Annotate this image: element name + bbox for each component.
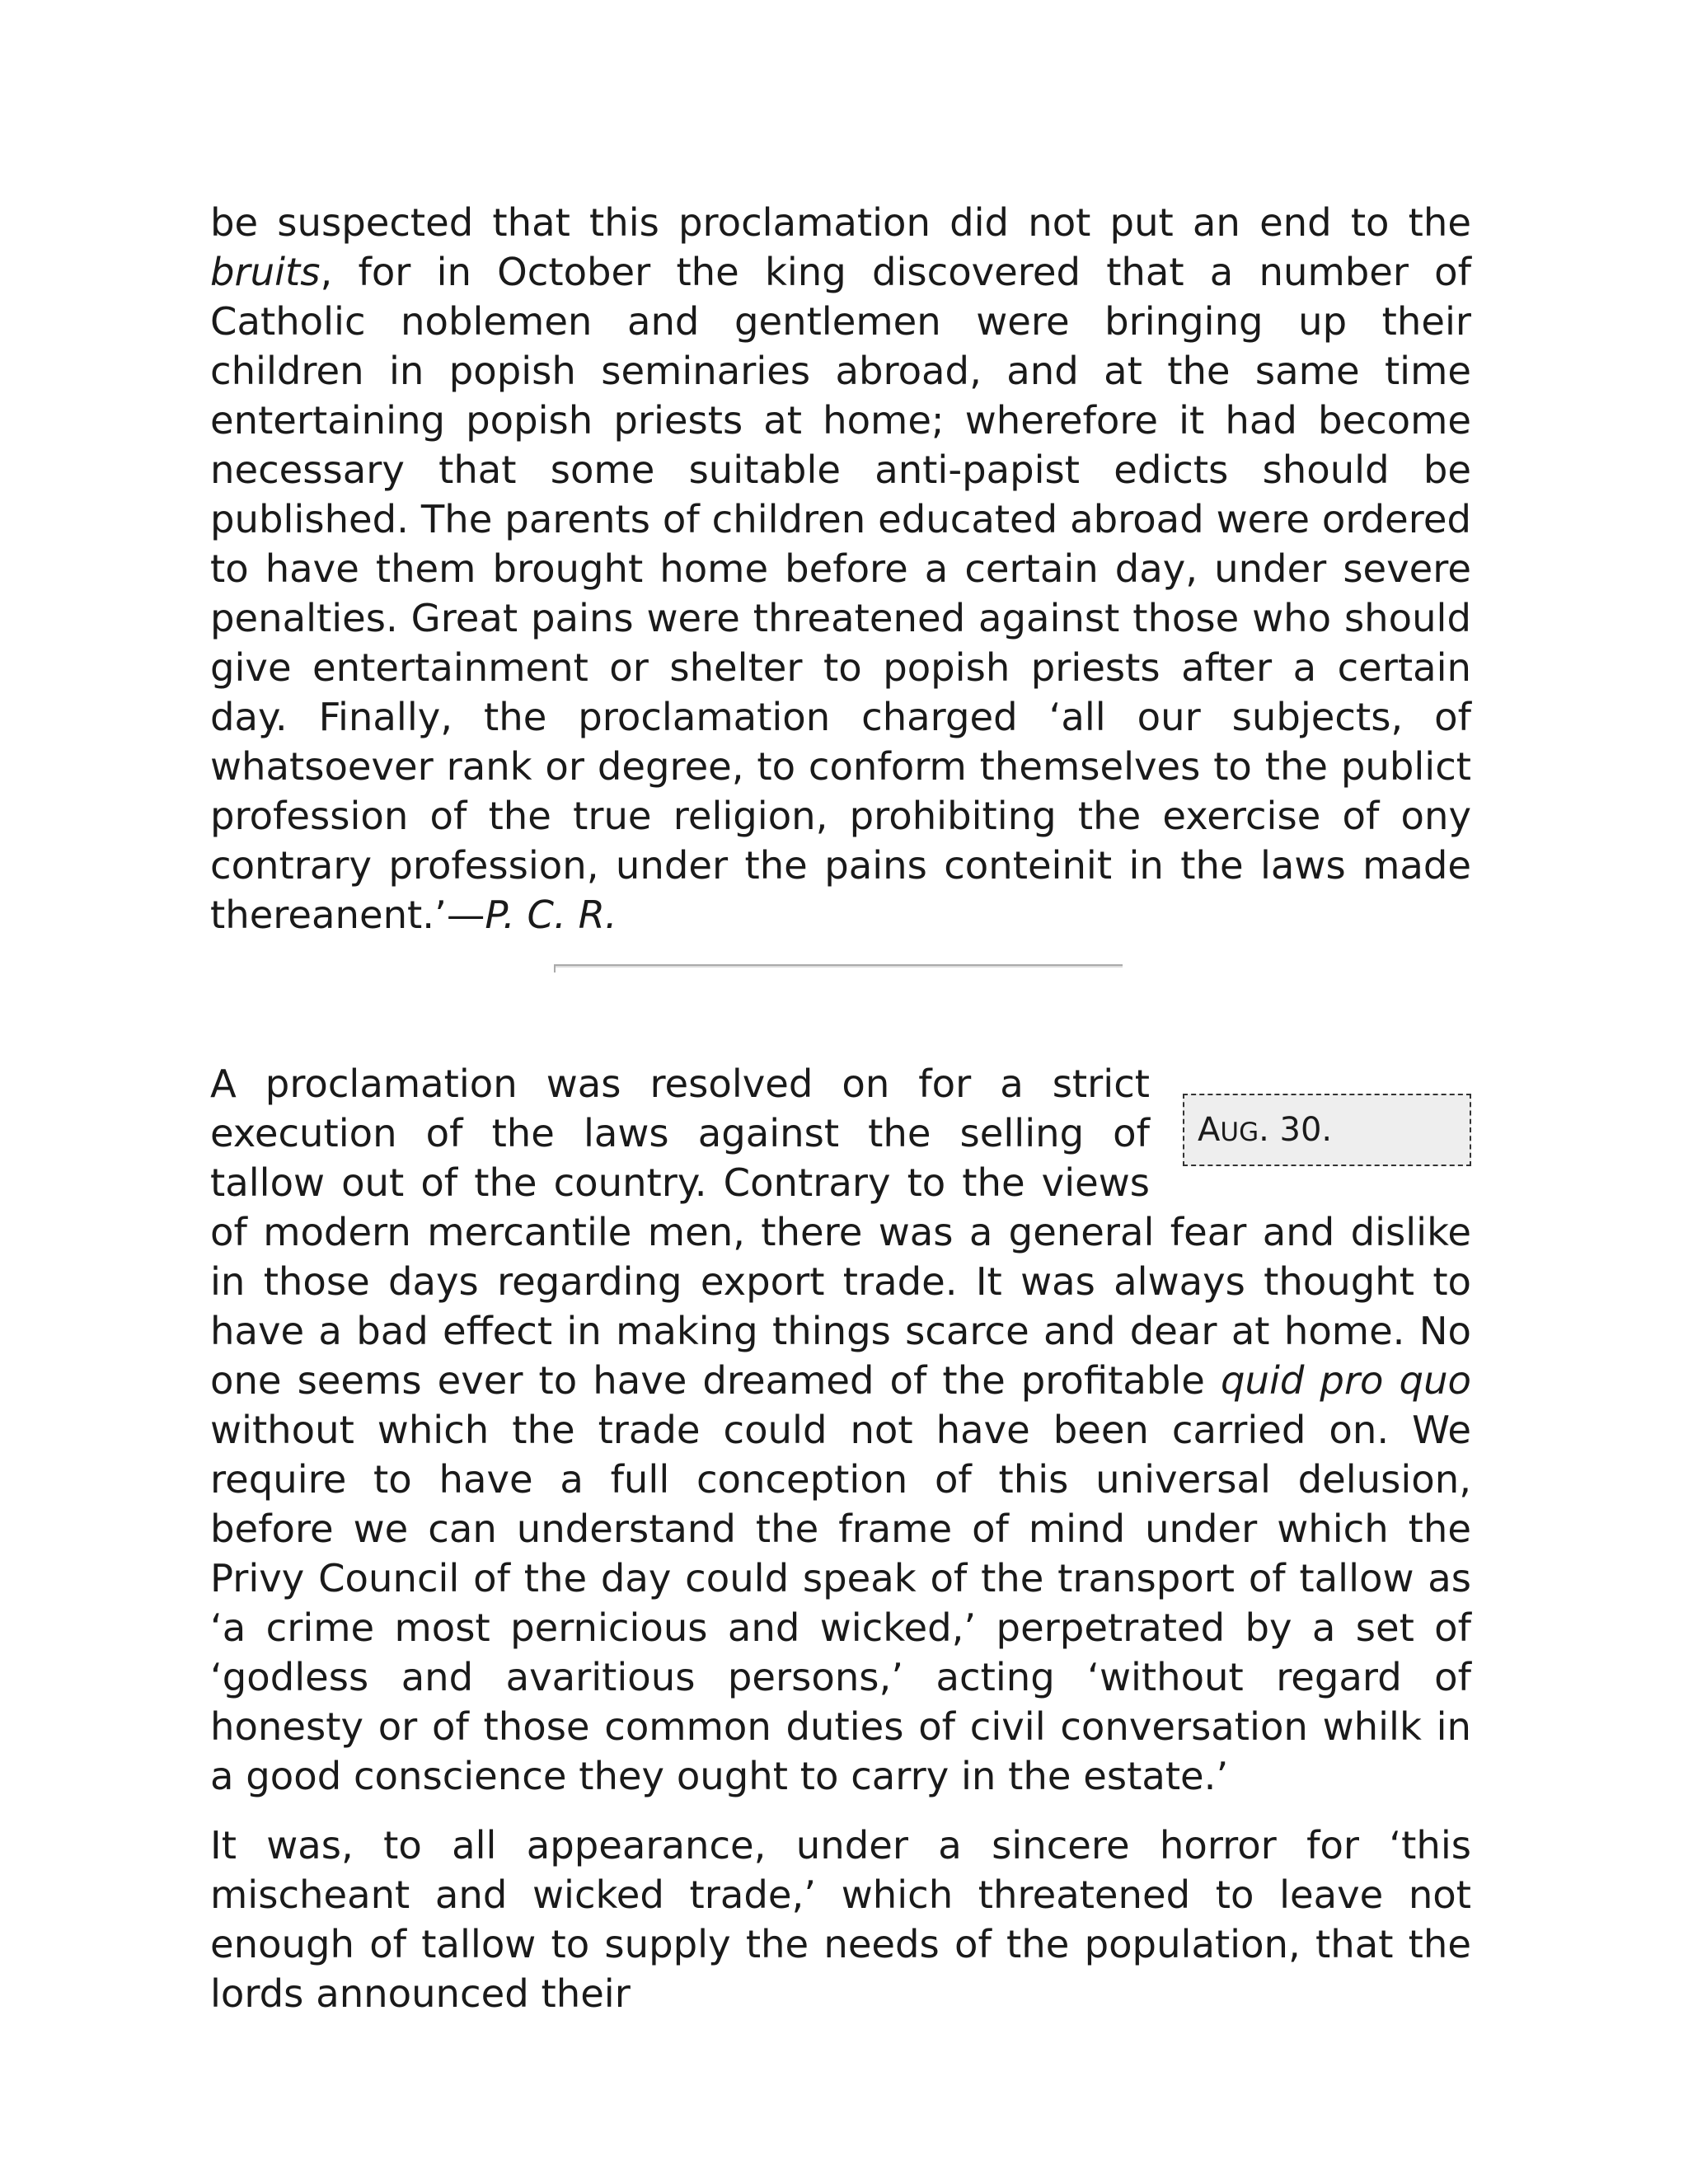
paragraph-tallow-proclamation <box>210 1059 1471 1801</box>
sidenote-cap: A <box>1198 1111 1221 1149</box>
para2-text-end: without which the trade could not have been carried on. We require to have a full conception of this universal delusion, before we can understand the frame of mind under which the Privy Council of the day could speak of the transport of tallow as ‘a crime most pernicious and wicked,’ perpetrated by a set of ‘godless and avaritious persons,’ acting ‘without regard of honesty or of those common duties of civil conversation whilk in a good conscience they ought to carry in the estate.’ <box>210 1408 1471 1798</box>
para2-italic-quid-pro-quo: quid pro quo <box>1220 1358 1471 1403</box>
section-tallow <box>210 1059 1471 2018</box>
para1-text-start: be suspected that this proclamation did not put an end to the <box>210 200 1471 245</box>
para1-italic-bruits: bruits <box>210 250 321 294</box>
paragraph-proclamation-catholics <box>210 198 1471 940</box>
sidenote-smallcaps: UG <box>1220 1118 1259 1147</box>
para1-text-body: , for in October the king discovered that a number of Catholic noblemen and gentlemen were bringing up their children in popish seminaries abroad, and at the same time entertaining popish priests at home; wherefore it had become necessary that some suitable anti-papist edicts should be published. The parents of children educated abroad were ordered to have them brought home before a certain day, under severe penalties. Great pains were threatened against those who should give entertainment or shelter to popish priests after a certain day. Finally, the proclamation charged ‘all our subjects, of whatsoever rank or degree, to conform themselves to the publict profession of the true religion, prohibiting the exercise of ony contrary profession, under the pains conteinit in the laws made thereanent.’— <box>210 250 1471 937</box>
date-sidenote <box>1183 1094 1471 1166</box>
section-divider <box>554 964 1123 968</box>
para1-citation: P. C. R. <box>485 893 617 937</box>
para2-text-start: A proclamation was resolved on for a strict execution of the laws against the selling of tallow out of the country. Contrary to the views of modern mercantile men, there was a general fear and dislike in those days regarding export trade. It was always thought to have a bad effect in making things scarce and dear at home. No one seems ever to have dreamed of the profitable <box>210 1062 1471 1403</box>
paragraph-mischeant-trade: It was, to all appearance, under a sincere horror for ‘this mischeant and wicked trade,’ which threatened to leave not enough of tallow to supply the needs of the population, that the lords announced their <box>210 1823 1471 2016</box>
sidenote-day: . 30. <box>1259 1111 1333 1149</box>
